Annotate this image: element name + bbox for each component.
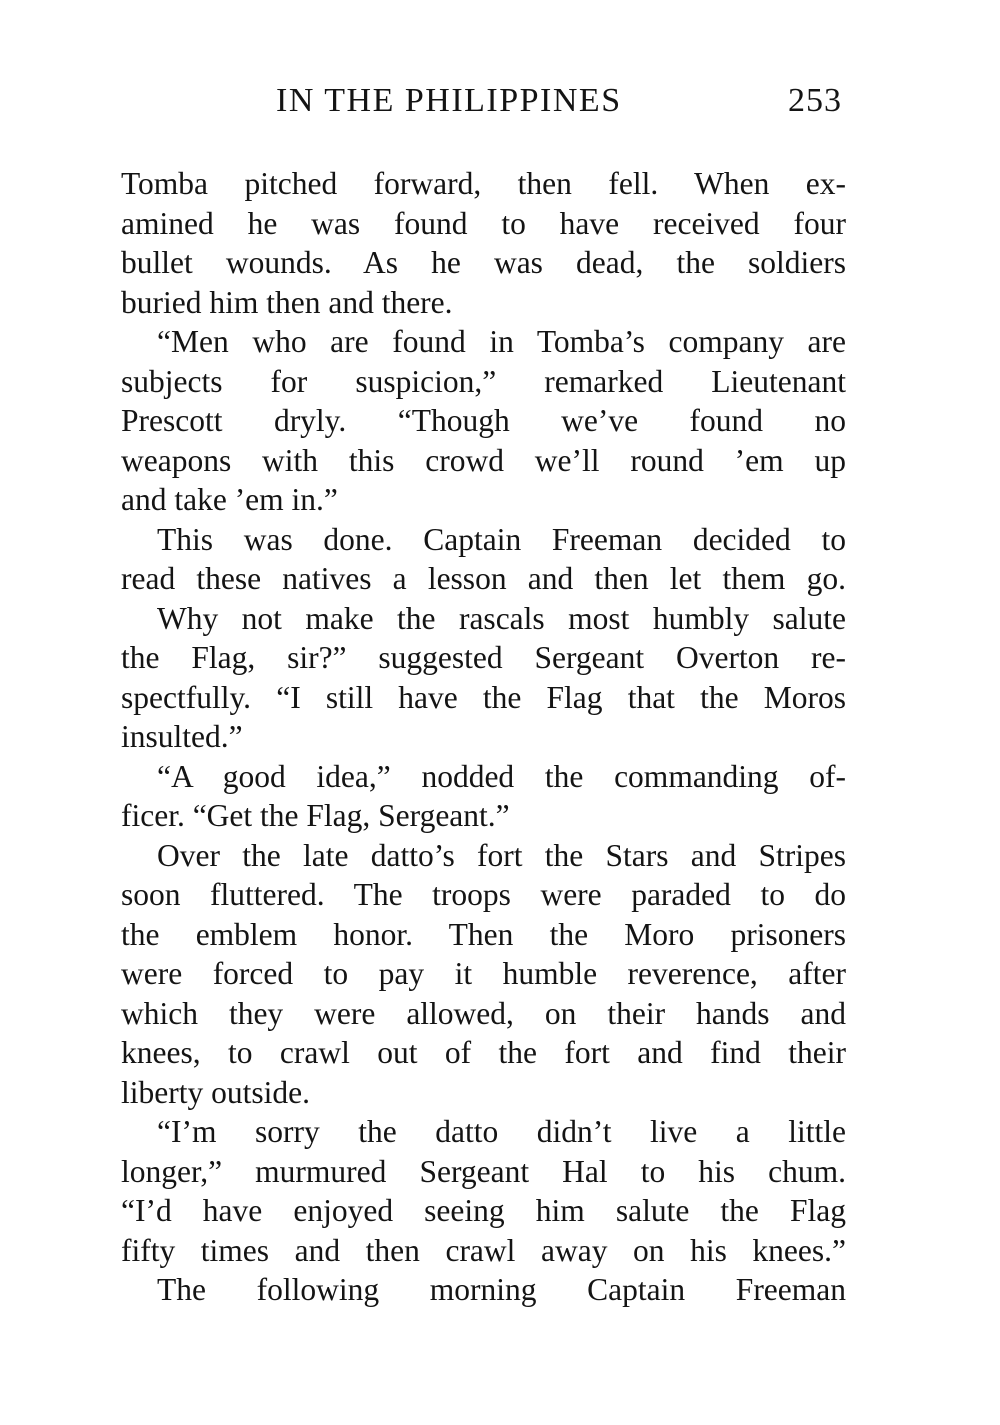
text-line: liberty outside. — [121, 1074, 310, 1110]
text-line: knees, to crawl out of the fort and find their — [121, 1035, 846, 1070]
text-line: bullet wounds. As he was dead, the soldiers — [121, 245, 846, 280]
text-line: insulted.” — [121, 719, 243, 754]
text-line: “I’d have enjoyed seeing him salute the Flag — [121, 1193, 846, 1228]
text-line: the Flag, sir?” suggested Sergeant Overton re- — [121, 640, 846, 675]
text-line: which they were allowed, on their hands and — [121, 995, 846, 1031]
text-line: “I’m sorry the datto didn’t live a little — [157, 1114, 846, 1149]
text-line: ficer. “Get the Flag, Sergeant.” — [121, 798, 510, 833]
text-line: fifty times and then crawl away on his knees.” — [121, 1232, 846, 1268]
text-line: buried him then and there. — [121, 284, 453, 320]
text-line: weapons with this crowd we’ll round ’em up — [121, 442, 846, 478]
text-line: The following morning Captain Freeman — [157, 1272, 846, 1307]
text-line: the emblem honor. Then the Moro prisoners — [121, 916, 846, 952]
text-line: and take ’em in.” — [121, 482, 338, 517]
text-line: Prescott dryly. “Though we’ve found no — [121, 403, 846, 438]
running-head — [0, 82, 1000, 130]
text-line: “A good idea,” nodded the commanding of- — [157, 758, 846, 794]
body-text — [121, 164, 846, 1310]
text-line: spectfully. “I still have the Flag that the Moros — [121, 679, 846, 715]
text-line: subjects for suspicion,” remarked Lieutenant — [121, 363, 846, 399]
running-title: IN THE PHILIPPINES — [276, 82, 622, 119]
page-number: 253 — [788, 82, 842, 119]
text-line: “Men who are found in Tomba’s company are — [157, 324, 846, 359]
text-line: were forced to pay it humble reverence, after — [121, 956, 846, 991]
text-line: This was done. Captain Freeman decided to — [157, 521, 846, 557]
text-line: Why not make the rascals most humbly salute — [157, 600, 846, 636]
text-line: longer,” murmured Sergeant Hal to his chum. — [121, 1153, 846, 1189]
text-line: Over the late datto’s fort the Stars and Stripes — [157, 837, 846, 873]
text-line: Tomba pitched forward, then fell. When ex- — [121, 166, 846, 201]
text-line: read these natives a lesson and then let them go. — [121, 561, 846, 596]
text-line: amined he was found to have received four — [121, 205, 846, 241]
text-line: soon fluttered. The troops were paraded to do — [121, 877, 846, 912]
